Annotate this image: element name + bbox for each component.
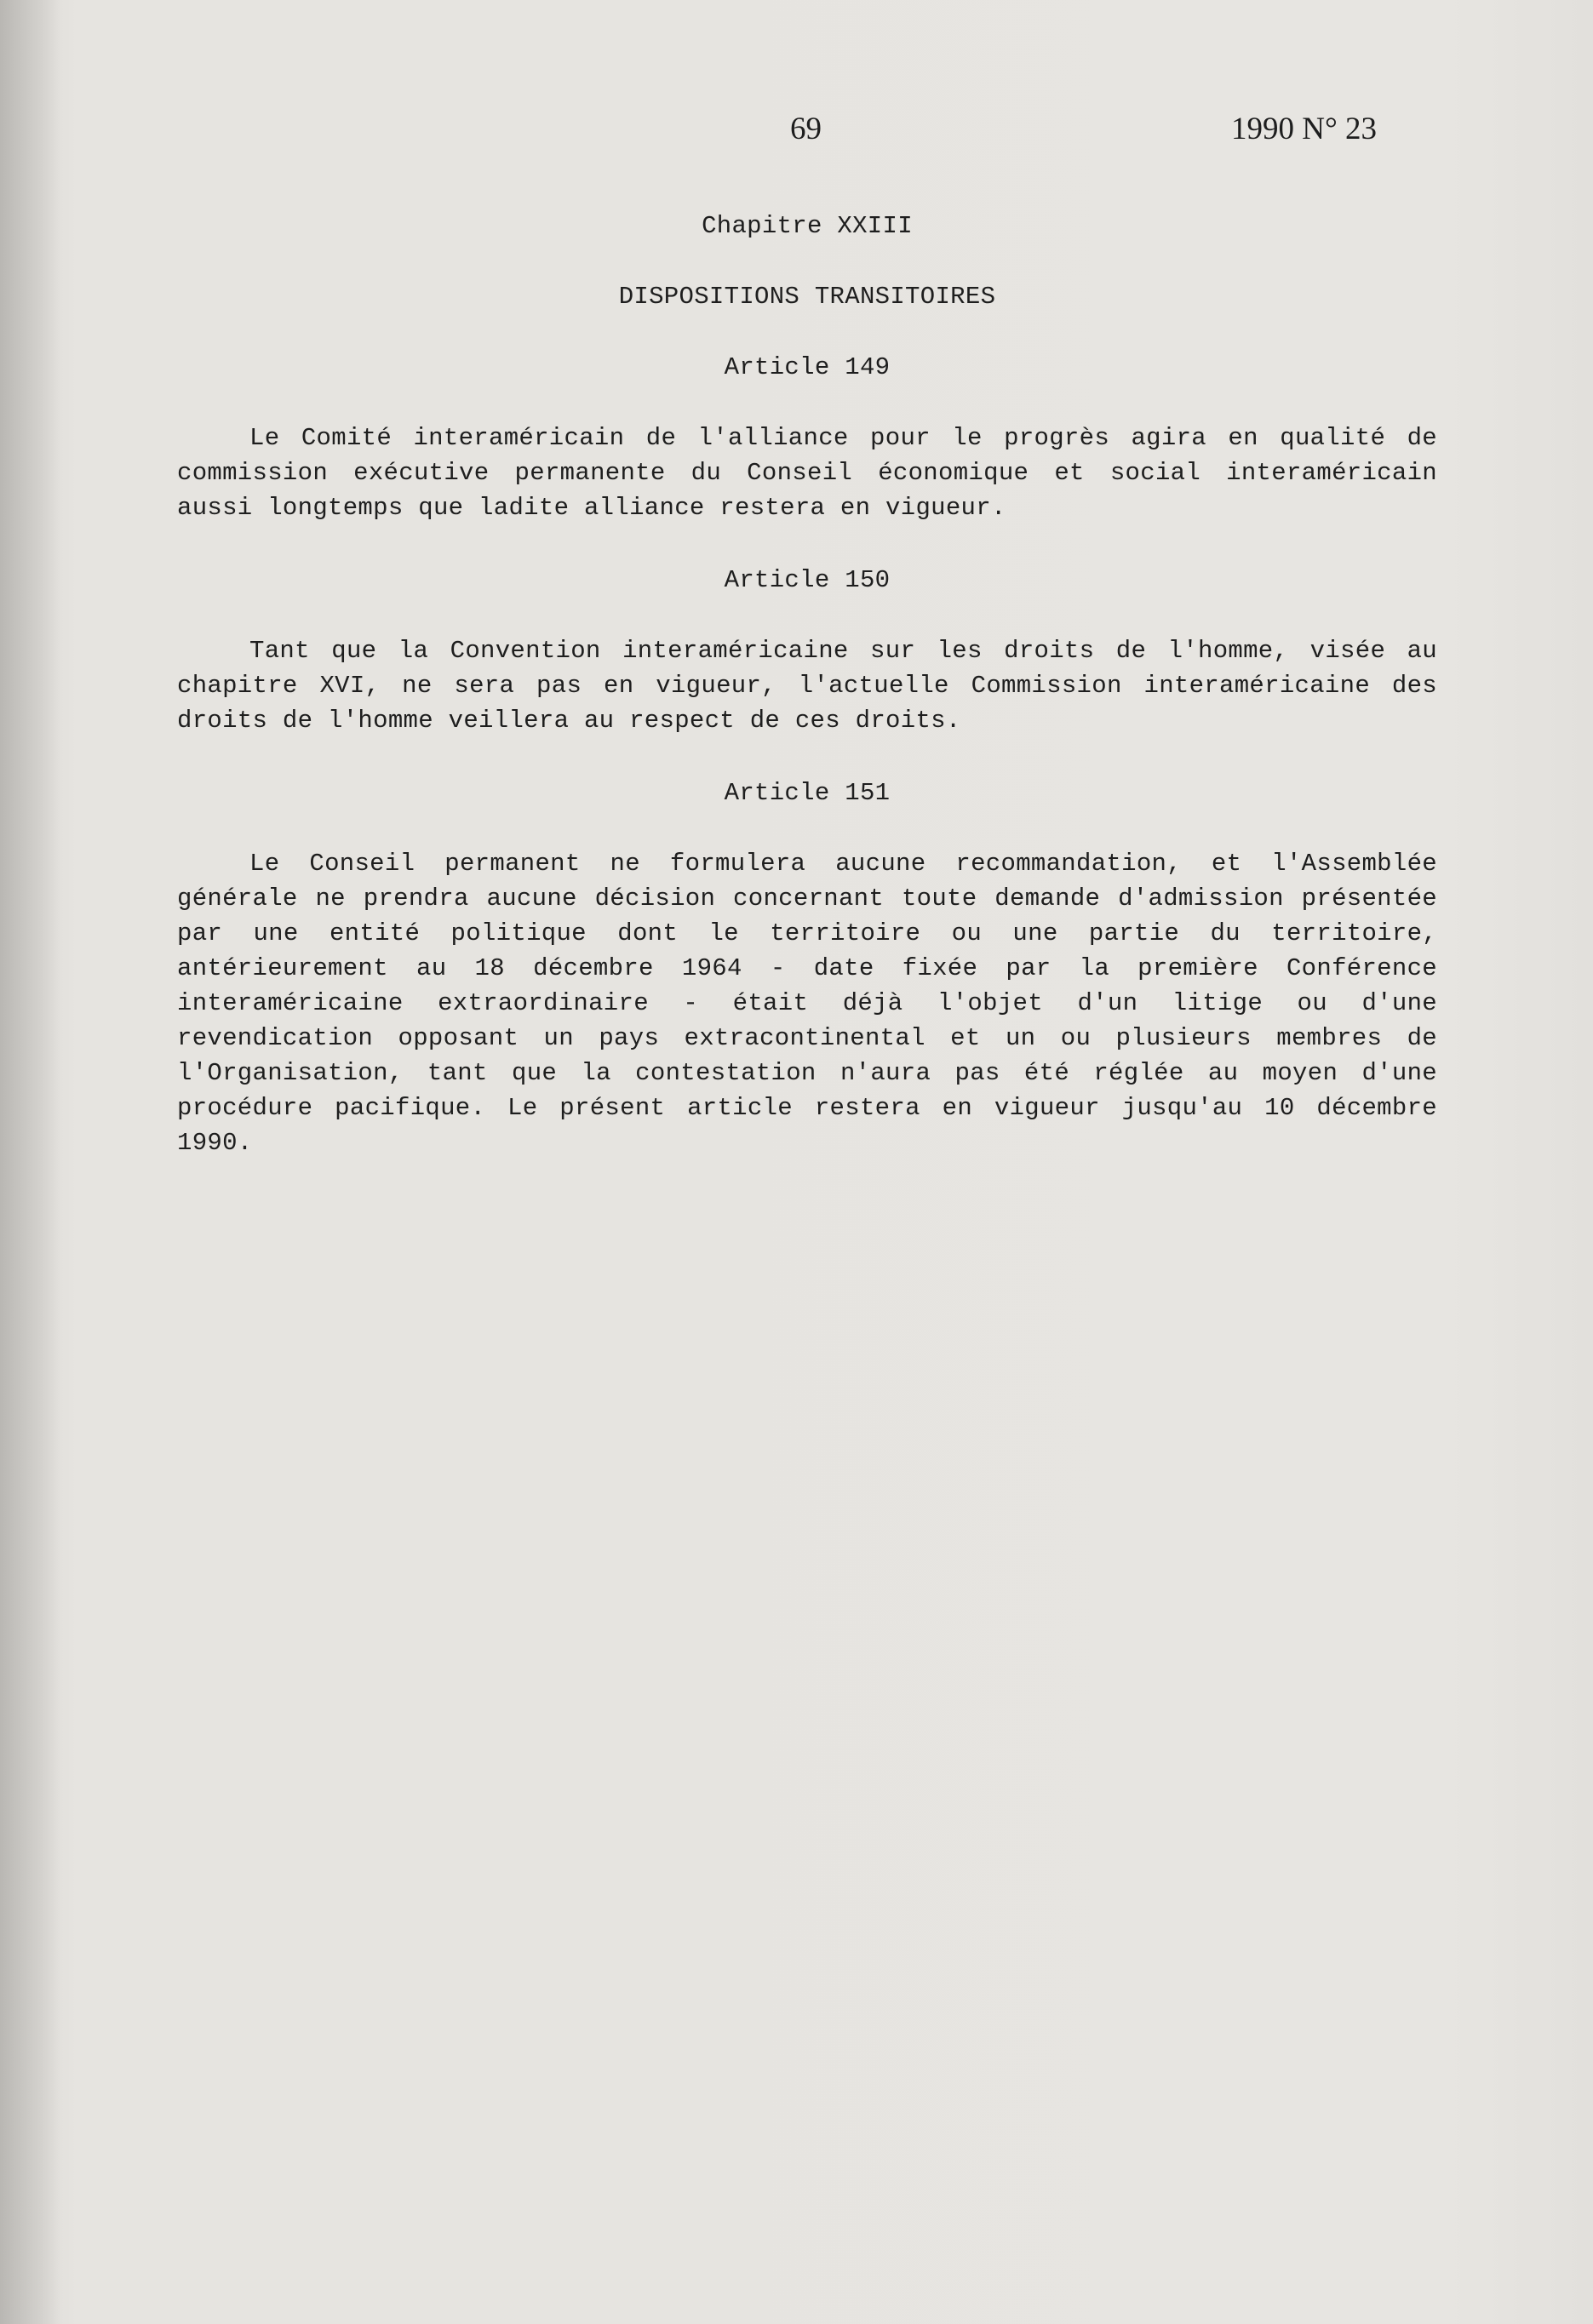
- article-151-title: Article 151: [724, 779, 891, 807]
- page-binding-shadow: [0, 0, 60, 2324]
- article-151-text: Le Conseil permanent ne formulera aucune recommandation, et l'Assemblée générale ne prendra aucune décision concernant toute demande d'admission présentée par une entité politique dont le territoire ou une partie du territoire, antérieurement au 18 décembre 1964 - date fixée par la première Conférence interaméricaine extraordinaire - était déjà l'objet d'un litige ou d'une revendication opposant un pays extracontinental et un ou plusieurs membres de l'Organisation, tant que la contestation n'aura pas été réglée au moyen d'une procédure pacifique. Le présent article restera en vigueur jusqu'au 10 décembre 1990.: [177, 850, 1437, 1157]
- chapter-title: Chapitre XXIII: [702, 212, 913, 240]
- chapter-subtitle: DISPOSITIONS TRANSITOIRES: [618, 283, 996, 311]
- page-header: [0, 111, 1593, 162]
- article-149-title: Article 149: [724, 353, 891, 381]
- document-reference: 1990 N° 23: [1231, 112, 1378, 146]
- article-150-title: Article 150: [724, 566, 891, 594]
- document-body: [177, 209, 1437, 1198]
- page-number: 69: [790, 112, 822, 146]
- article-150-text: Tant que la Convention interaméricaine sur les droits de l'homme, visée au chapitre XVI, ne sera pas en vigueur, l'actuelle Commission interaméricaine des droits de l'homme veillera au respect de ces droits.: [177, 637, 1437, 735]
- article-149-text: Le Comité interaméricain de l'alliance pour le progrès agira en qualité de commission exécutive permanente du Conseil économique et social interaméricain aussi longtemps que ladite alliance restera en vigueur.: [177, 424, 1437, 522]
